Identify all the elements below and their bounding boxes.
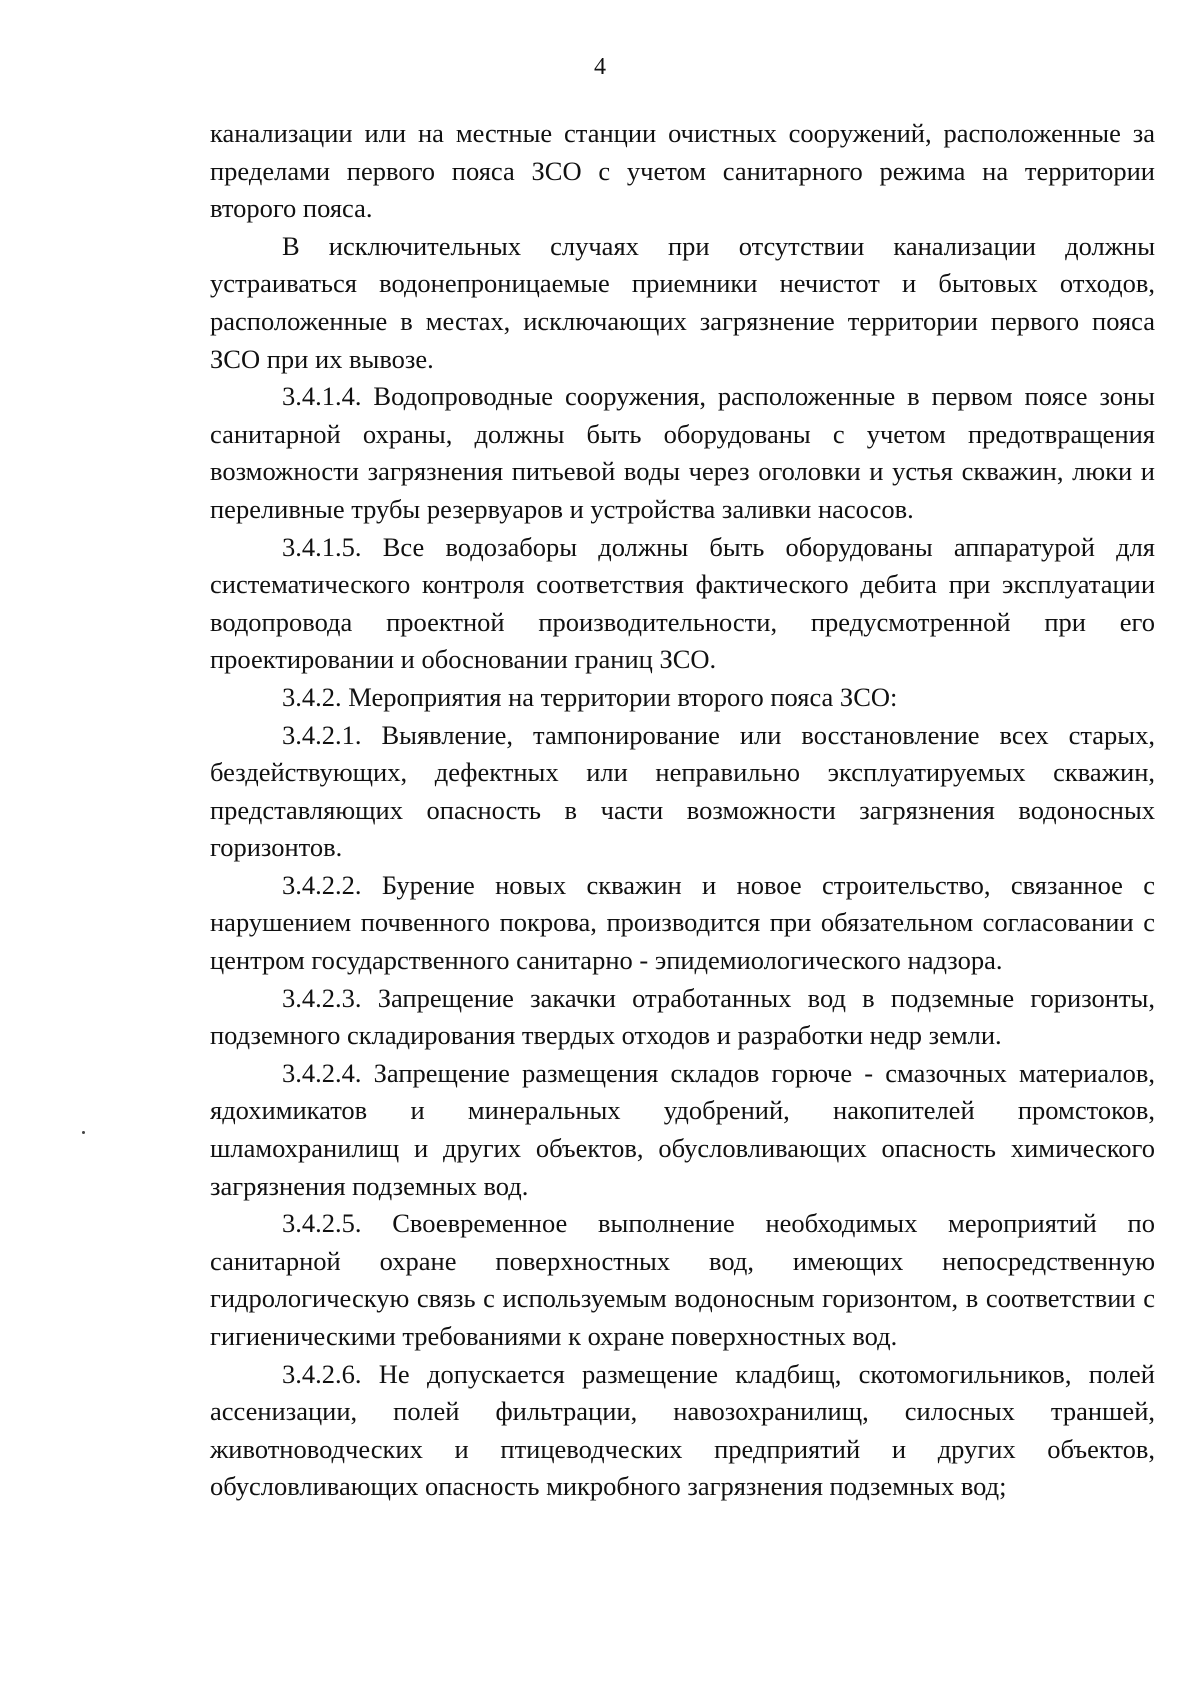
paragraph-3-4-2-3: 3.4.2.3. Запрещение закачки отработанных вод в подземные горизонты, подземного складирования твердых отходов и разработки недр земли. xyxy=(210,982,1155,1051)
paragraph-3-4-2-2: 3.4.2.2. Бурение новых скважин и новое строительство, связанное с нарушением почвенного покрова, производится при обязательном согласовании с центром государственного санитарно - эпидемиологического надзора. xyxy=(210,869,1155,976)
page-number: 4 xyxy=(594,54,606,80)
scan-speck xyxy=(82,1131,85,1134)
paragraph-3-4-2-5: 3.4.2.5. Своевременное выполнение необходимых мероприятий по санитарной охране поверхностных вод, имеющих непосредственную гидрологическую связь с используемым водоносным горизонтом, в соответствии с гигиеническими требованиями к охране поверхностных вод. xyxy=(210,1208,1155,1351)
paragraph-3-4-2-4: 3.4.2.4. Запрещение размещения складов горюче - смазочных материалов, ядохимикатов и минеральных удобрений, накопителей промстоков, шламохранилищ и других объектов, обусловливающих опасность химического загрязнения подземных вод. xyxy=(210,1057,1155,1201)
paragraph-exceptional-cases: В исключительных случаях при отсутствии канализации должны устраиваться водонепроницаемые приемники нечистот и бытовых отходов, расположенные в местах, исключающих загрязнение территории первого пояса ЗСО при их вывозе. xyxy=(210,230,1155,374)
document-body xyxy=(210,115,1155,1506)
paragraph-3-4-1-4: 3.4.1.4. Водопроводные сооружения, расположенные в первом поясе зоны санитарной охраны, должны быть оборудованы с учетом предотвращения возможности загрязнения питьевой воды через оголовки и устья скважин, люки и переливные трубы резервуаров и устройства заливки насосов. xyxy=(210,381,1155,524)
paragraph-3-4-1-5: 3.4.1.5. Все водозаборы должны быть оборудованы аппаратурой для систематического контроля соответствия фактического дебита при эксплуатации водопровода проектной производительности, предусмотренной при его проектировании и обосновании границ ЗСО. xyxy=(210,531,1155,675)
paragraph-3-4-2: 3.4.2. Мероприятия на территории второго пояса ЗСО: xyxy=(282,681,898,712)
paragraph-3-4-2-1: 3.4.2.1. Выявление, тампонирование или восстановление всех старых, бездействующих, дефектных или неправильно эксплуатируемых скважин, представляющих опасность в части возможности загрязнения водоносных горизонтов. xyxy=(210,719,1155,863)
paragraph-3-4-2-6: 3.4.2.6. Не допускается размещение кладбищ, скотомогильников, полей ассенизации, полей фильтрации, навозохранилищ, силосных траншей, животноводческих и птицеводческих предприятий и других объектов, обусловливающих опасность микробного загрязнения подземных вод; xyxy=(210,1358,1155,1502)
paragraph-continuation: канализации или на местные станции очистных сооружений, расположенные за пределами первого пояса ЗСО с учетом санитарного режима на территории второго пояса. xyxy=(210,118,1155,224)
